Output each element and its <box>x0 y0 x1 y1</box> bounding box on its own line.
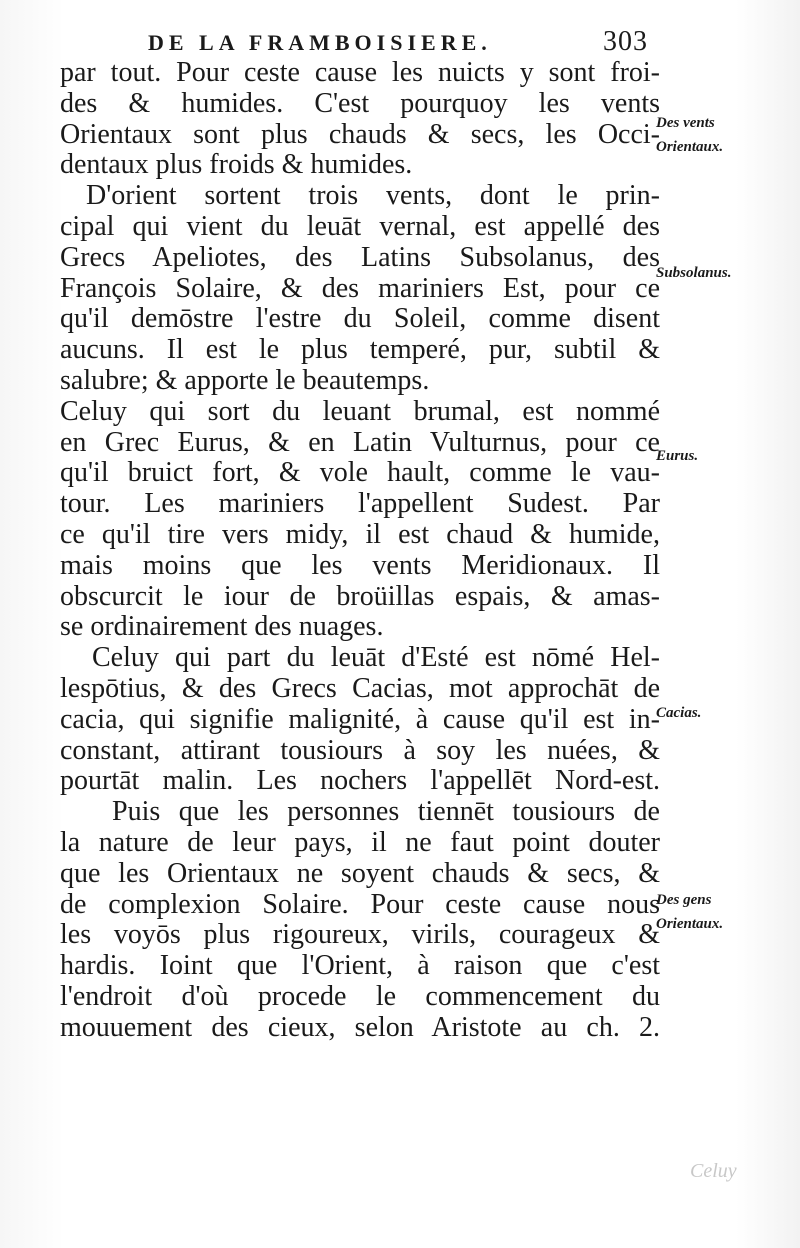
text-line: Grecs Apeliotes, des Latins Subsolanus, des <box>60 241 660 273</box>
running-title: DE LA FRAMBOISIERE. <box>148 30 492 55</box>
text-line: mouuement des cieux, selon Aristote au ch. 2. <box>60 1011 660 1043</box>
margin-note: Des vents <box>656 115 715 131</box>
text-line: ce qu'il tire vers midy, il est chaud & humide, <box>60 518 660 550</box>
text-line: tour. Les mariniers l'appellent Sudest. Par <box>60 488 660 520</box>
text-line: par tout. Pour ceste cause les nuicts y sont froi- <box>60 57 660 88</box>
text-line: cacia, qui signifie malignité, à cause qu'il est in- <box>60 703 660 735</box>
text-line: Orientaux sont plus chauds & secs, les Occi- <box>60 118 660 150</box>
text-line: en Grec Eurus, & en Latin Vulturnus, pour ce <box>60 426 660 458</box>
text-line: de complexion Solaire. Pour ceste cause nous <box>60 888 660 920</box>
text-line: dentaux plus froids & humides. <box>60 149 413 181</box>
text-line: François Solaire, & des mariniers Est, pour ce <box>60 272 660 304</box>
text-line: se ordinairement des nuages. <box>60 611 384 643</box>
page-number: 303 <box>603 26 648 57</box>
text-line: salubre; & apporte le beautemps. <box>60 364 430 396</box>
text-line: Puis que les personnes tiennēt tousiours de <box>112 796 660 828</box>
margin-note: Eurus. <box>656 448 699 464</box>
text-line: hardis. Ioint que l'Orient, à raison que c'est <box>60 950 660 982</box>
text-line: mais moins que les vents Meridionaux. Il <box>60 549 660 581</box>
bleed-through-text: Celuy <box>690 1160 737 1182</box>
margin-note: Orientaux. <box>656 139 724 155</box>
margin-note: Des gens <box>656 892 712 908</box>
text-line: lespōtius, & des Grecs Cacias, mot approchāt de <box>60 672 660 704</box>
text-line: les voyōs plus rigoureux, virils, courageux & <box>60 919 660 951</box>
text-line: Celuy qui sort du leuant brumal, est nommé <box>60 395 660 427</box>
text-line: obscurcit le iour de broüillas espais, & amas- <box>60 580 660 612</box>
text-line: constant, attirant tousiours à soy les nuées, & <box>60 734 660 766</box>
text-line: l'endroit d'où procede le commencement du <box>60 980 660 1012</box>
text-line: des & humides. C'est pourquoy les vents <box>60 87 660 119</box>
margin-note: Orientaux. <box>656 916 724 932</box>
text-line: pourtāt malin. Les nochers l'appellēt Nord-est. <box>60 765 660 797</box>
text-line: cipal qui vient du leuāt vernal, est appellé des <box>60 210 660 242</box>
text-line: qu'il bruict fort, & vole hault, comme le vau- <box>60 457 660 489</box>
body-text <box>60 58 660 1044</box>
margin-note: Subsolanus. <box>656 265 732 281</box>
text-line: qu'il demōstre l'estre du Soleil, comme disent <box>60 303 660 335</box>
text-line: D'orient sortent trois vents, dont le prin- <box>86 180 660 212</box>
margin-note: Cacias. <box>656 705 702 721</box>
text-line: Celuy qui part du leuāt d'Esté est nōmé Hel- <box>92 642 660 674</box>
text-line: la nature de leur pays, il ne faut point douter <box>60 826 660 858</box>
text-line: que les Orientaux ne soyent chauds & secs, & <box>60 857 660 889</box>
text-line: aucuns. Il est le plus temperé, pur, subtil & <box>60 334 660 366</box>
